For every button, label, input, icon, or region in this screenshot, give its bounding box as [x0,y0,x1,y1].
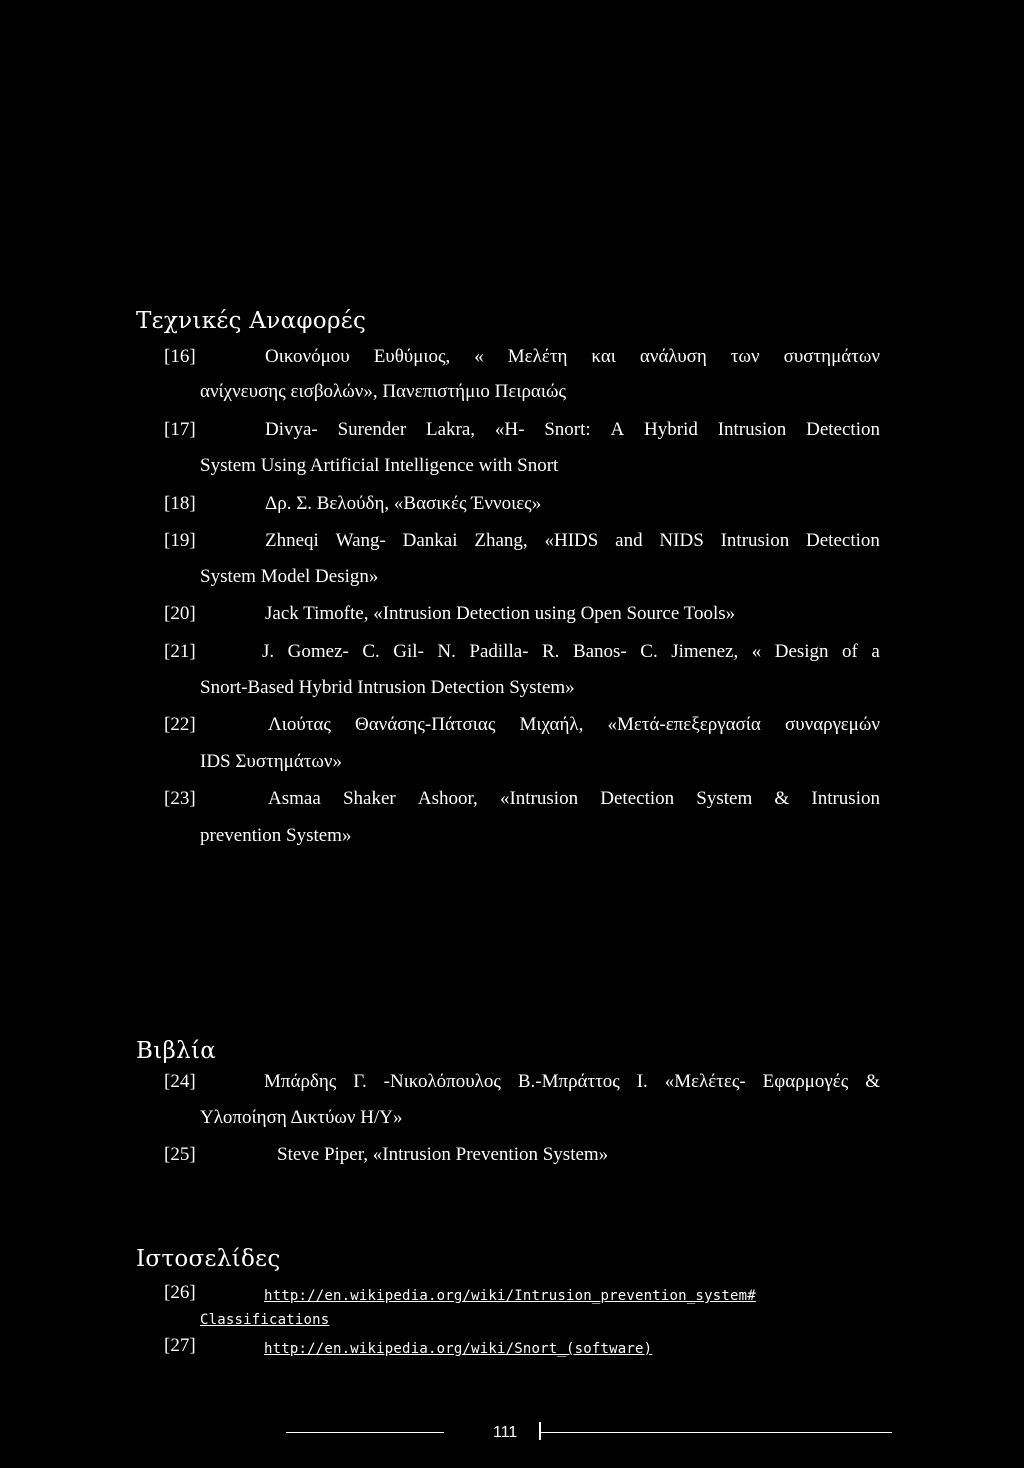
page-number: 111 [493,1424,518,1441]
reference-number: [25] [164,1144,196,1165]
reference-word: συστημάτων [783,346,880,367]
reference-word: Gomez- [287,641,349,662]
reference-word: Surender [337,419,407,440]
reference-word: Wang- [335,530,386,551]
reference-word: C. [362,641,380,662]
reference-word: a [871,641,880,662]
reference-word: -Νικολόπουλος [383,1071,501,1092]
reference-20 [164,604,880,626]
reference-word: J. [262,641,275,662]
reference-number: [26] [164,1282,196,1303]
reference-word: « [751,641,762,662]
reference-18 [164,494,880,516]
reference-word: των [730,346,760,367]
reference-22-continuation: IDS Συστημάτων» [200,751,343,772]
reference-word: Μιχαήλ, [519,714,584,735]
reference-17 [164,420,880,442]
footer-tick [539,1422,541,1440]
reference-number: [18] [164,493,196,514]
reference-word: System [696,788,753,809]
reference-word: NIDS [659,530,704,551]
reference-word: Ι. [636,1071,648,1092]
reference-text [265,347,880,367]
reference-word: «HIDS [544,530,599,551]
reference-word: Jimenez, [671,641,739,662]
reference-21-continuation: Snort-Based Hybrid Intrusion Detection System» [200,677,575,698]
reference-word: ανάλυση [639,346,707,367]
footer-rule-left [286,1432,444,1433]
reference-word: Detection [600,788,675,809]
reference-text: Δρ. Σ. Βελούδη, «Βασικές Έννοιες» [265,493,542,514]
reference-word: Asmaa [268,788,321,809]
reference-19 [164,531,880,553]
reference-word: «H- [494,419,525,440]
reference-text [262,642,880,662]
reference-number: [19] [164,530,196,551]
reference-word: Μπάρδης [264,1071,337,1092]
reference-25 [164,1145,880,1167]
reference-word: « [474,346,484,367]
reference-word: Zhang, [474,530,528,551]
reference-26 [164,1283,880,1305]
reference-17-continuation: System Using Artificial Intelligence with Snort [200,455,559,476]
reference-word: & [865,1071,880,1092]
reference-word: Zhneqi [265,530,319,551]
reference-word: συναργεμών [784,714,880,735]
reference-word: Εφαρμογές [762,1071,849,1092]
reference-number: [23] [164,788,196,809]
reference-number: [16] [164,346,196,367]
reference-word: και [591,346,616,367]
reference-text [268,789,880,809]
reference-word: Β.-Μπράττος [517,1071,620,1092]
reference-number: [27] [164,1335,196,1356]
reference-number: [17] [164,419,196,440]
reference-word: «Μελέτες- [664,1071,746,1092]
reference-word: Divya- [265,419,318,440]
reference-word: Detection [806,419,880,440]
reference-19-continuation: System Model Design» [200,566,379,587]
reference-word: «Μετά-επεξεργασία [607,714,761,735]
reference-23-continuation: prevention System» [200,825,352,846]
reference-word: R. [542,641,560,662]
section-heading-websites: Ιστοσελίδες [136,1246,281,1272]
reference-word: N. [437,641,456,662]
reference-text [265,420,880,440]
reference-number: [24] [164,1071,196,1092]
reference-text [264,1072,880,1092]
reference-word: Intrusion [720,530,790,551]
reference-word: Γ. [353,1071,367,1092]
reference-word: «Intrusion [499,788,579,809]
reference-word: Gil- [393,641,424,662]
reference-27 [164,1336,880,1358]
reference-url-link[interactable]: http://en.wikipedia.org/wiki/Intrusion_prevention_system# [264,1288,756,1304]
footer-rule-right [541,1432,892,1433]
reference-number: [20] [164,603,196,624]
reference-word: Μελέτη [507,346,568,367]
reference-text: Steve Piper, «Intrusion Prevention System» [277,1144,609,1165]
reference-word: and [615,530,643,551]
reference-word: Intrusion [811,788,880,809]
reference-16 [164,347,880,369]
reference-number: [22] [164,714,196,735]
reference-word: Design [774,641,829,662]
reference-16-continuation: ανίχνευσης εισβολών», Πανεπιστήμιο Πειραιώς [200,381,567,402]
reference-word: A [610,419,625,440]
reference-text [268,715,880,735]
reference-word: Detection [806,530,880,551]
reference-24 [164,1072,880,1094]
reference-word: Lakra, [425,419,476,440]
reference-24-continuation: Υλοποίηση Δικτύων Η/Υ» [200,1107,403,1128]
reference-word: Λιούτας [268,714,331,735]
reference-text: Jack Timofte, «Intrusion Detection using Open Source Tools» [265,603,736,624]
section-heading-tech-reports: Τεχνικές Αναφορές [136,308,367,334]
reference-21 [164,642,880,664]
reference-word: Banos- [572,641,627,662]
reference-word: C. [640,641,658,662]
reference-word: Shaker [342,788,396,809]
section-heading-books: Βιβλία [136,1038,217,1064]
reference-word: & [774,788,790,809]
reference-word: Snort: [544,419,591,440]
reference-word: Dankai [402,530,458,551]
reference-word: Ashoor, [417,788,478,809]
reference-word: Padilla- [469,641,529,662]
reference-word: Hybrid [644,419,698,440]
reference-23 [164,789,880,811]
reference-word: of [842,641,858,662]
reference-26-url-continuation[interactable]: Classifications [200,1312,330,1328]
reference-text [265,531,880,551]
reference-number: [21] [164,641,196,662]
reference-22 [164,715,880,737]
reference-word: Intrusion [717,419,787,440]
reference-word: Θανάσης-Πάτσιας [355,714,496,735]
reference-word: Ευθύμιος, [373,346,451,367]
reference-url-link[interactable]: http://en.wikipedia.org/wiki/Snort_(software) [264,1341,653,1357]
reference-word: Οικονόμου [265,346,350,367]
